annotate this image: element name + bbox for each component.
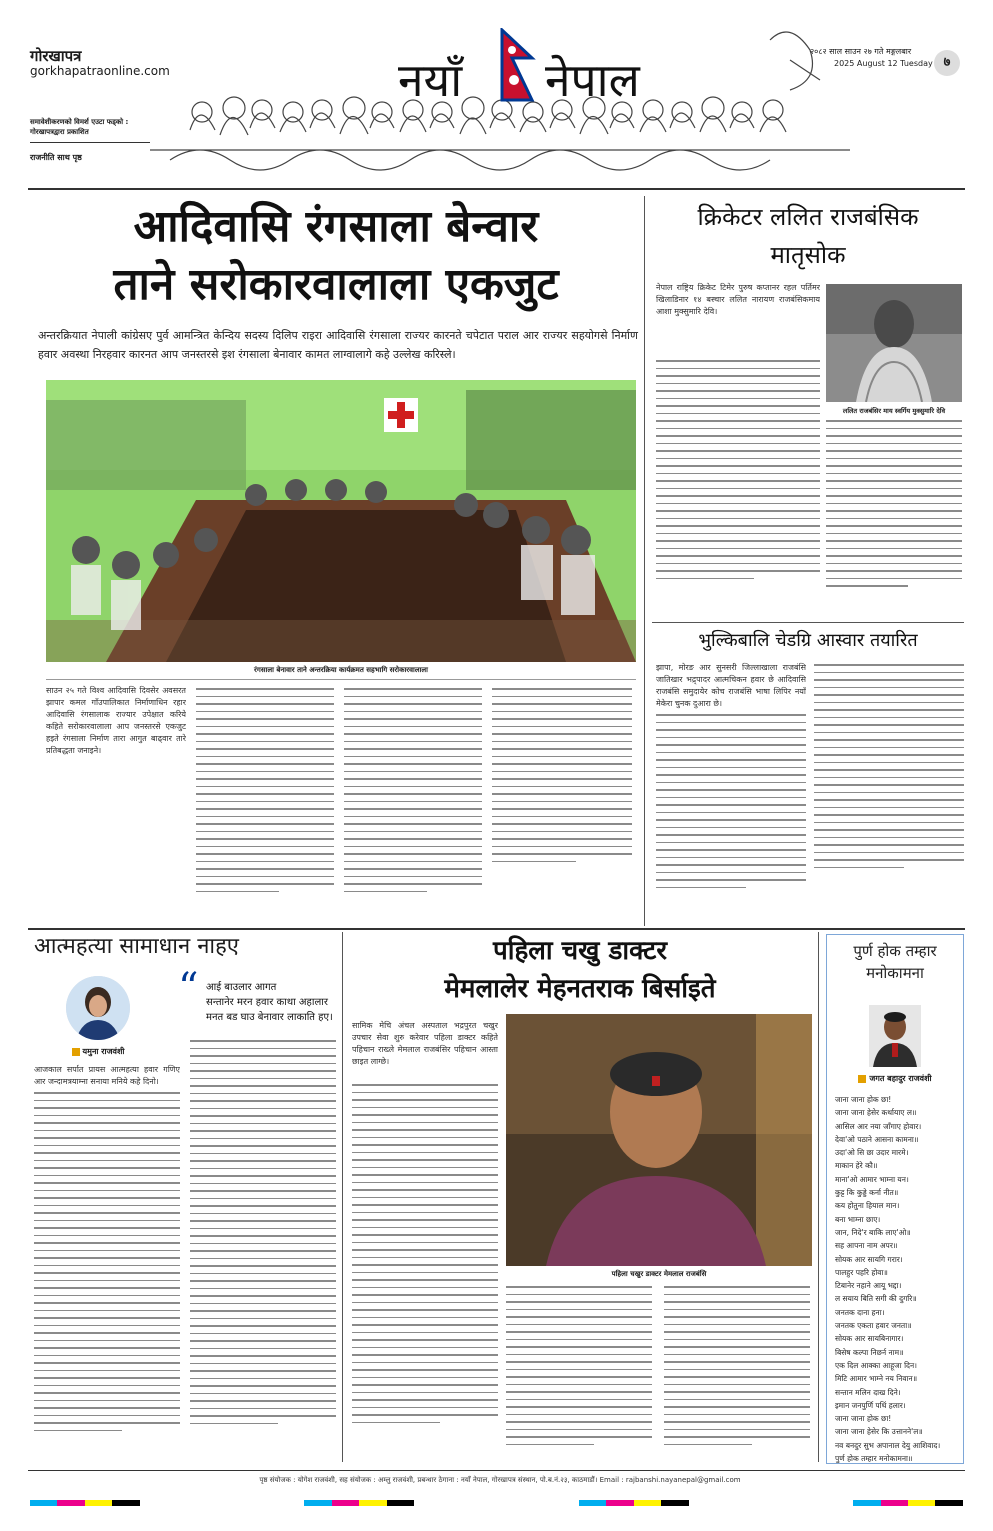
poem-line: सह आपना नाम अपर॥ bbox=[835, 1241, 898, 1251]
masthead-title-right: नेपाल bbox=[545, 53, 640, 107]
masthead bbox=[0, 0, 993, 185]
doctor-body-col1 bbox=[352, 1020, 498, 1080]
poem-line: कुट्ट कि कुड्डे कर्ना नीत॥ bbox=[835, 1188, 899, 1198]
bhulkibali-body-text: झापा, मोरङ आर सुनसरी जिल्लाखाला राजबंसि जातिखार भद्र्पादर आत्मचिकन हवार छे आदिवासि राजबंसि समुदायेर कोच राजबंसि भाषा लिपिर नयाँ मेकेरा चुनक दुआरा छे। bbox=[656, 663, 806, 708]
lead-headline-line1: आदिवासि रंगसाला बेन्वार bbox=[133, 201, 539, 252]
tagline: समावेशीकरणको विमर्श एउटा फड्को : गोरखापत्रद्वारा प्रकाशित bbox=[30, 118, 129, 136]
author-yamuna-photo bbox=[66, 976, 130, 1040]
lead-photo-caption: रंगसाला बेनावार ताने अन्तरक्रिया कार्यक्रमत सहभागि सरोकारवालाला bbox=[254, 666, 428, 674]
poem-line: एक दिल आक्का आहूजा दिन। bbox=[835, 1360, 917, 1370]
poem-line: नव बनदुर सुभ अपानाल देयु आशिवाद। bbox=[835, 1440, 941, 1450]
pullquote-line1: आई बाउलार आगत bbox=[206, 982, 277, 993]
doctor-body-col1-more bbox=[352, 1084, 498, 1464]
cricketer-mother-photo bbox=[826, 284, 962, 402]
tribute-heading-line2: मनोकामना bbox=[866, 964, 924, 982]
tribute-box bbox=[826, 934, 964, 1464]
bhulkibali-body-col1-more bbox=[656, 714, 806, 910]
poem-line: आसिल आर नया जाँगाए होवार। bbox=[835, 1121, 922, 1131]
poem-line: जाना जाना हेसेर कि उत्तानने'ल॥ bbox=[835, 1427, 923, 1437]
doctor-headline-line2: मेमलालेर मेहनतराक बिर्साइते bbox=[444, 974, 716, 1004]
section-divider bbox=[28, 928, 965, 930]
cricketer-headline-line1: क्रिकेटर ललित राजबंसिक bbox=[697, 203, 919, 231]
page-number-badge bbox=[934, 50, 960, 76]
poem-line: माना'ओ आमार भाम्ना यन। bbox=[835, 1174, 909, 1184]
suicide-body-col1-more bbox=[34, 1092, 180, 1464]
page-number: ७ bbox=[943, 55, 951, 70]
website[interactable]: gorkhapatraonline.com bbox=[30, 64, 170, 78]
tribute-author-name: जगत बहादुर राजवंशी bbox=[869, 1074, 932, 1083]
tribute-heading-line1: पुर्ण होक तम्हार bbox=[853, 942, 937, 960]
paper-name: गोरखापत्र bbox=[30, 47, 82, 65]
poem-line: बना भाम्ना छाए। bbox=[835, 1214, 881, 1224]
author-marker-icon bbox=[72, 1048, 80, 1056]
doctor-body-col2 bbox=[506, 1286, 652, 1464]
suicide-body-col2 bbox=[190, 1040, 336, 1464]
poem-line: सन्तान मलिन दाख दिने। bbox=[835, 1387, 901, 1397]
poem-line: पालहुर पहरि होवा॥ bbox=[835, 1267, 888, 1277]
poem-line: सोयक आर सायगि गरार। bbox=[835, 1254, 903, 1264]
lead-photo bbox=[46, 380, 636, 662]
masthead-divider bbox=[28, 188, 965, 190]
doctor-body-text: सामिक मेचि अंचल अस्पताल भद्रपुरत चखुर उपचार सेवा शुरु करेवार पहिला डाक्टर कहिते पहिचान राख्ले मेमलाल राजबंसिर पहिचान आस्ता छाइत लाग्छे। bbox=[352, 1021, 498, 1066]
poem-line: कय होतुना हियाल मान। bbox=[835, 1201, 900, 1211]
footer-divider bbox=[28, 1470, 965, 1471]
suicide-pullquote bbox=[206, 980, 336, 1025]
quote-mark-icon: “ bbox=[178, 965, 199, 1011]
poem-line: पुर्ण होक तम्हार मनोकामना॥ bbox=[835, 1454, 913, 1464]
lead-headline-line2: ताने सरोकारवालाला एकजुट bbox=[113, 259, 559, 310]
suicide-headline: आत्महत्या सामाधान नाहए bbox=[34, 934, 239, 959]
registration-marks bbox=[30, 1500, 963, 1506]
lead-body-col2 bbox=[196, 688, 334, 918]
lead-intro: अन्तरक्रियात नेपाली कांग्रेसए पुर्व आमन्त्रित केन्दिय सदस्य दिलिप राइरा आदिवासि रंगसाला राज्यर कारनते चपेटात पराल आर राज्यर सहयोगसे निर्माण हवार अवस्था निरहवार कारनत आप जनस्तरसे इश रंगसाला बेनावार कामत लाग्वालागे कहे उल्लेख करिस्ले। bbox=[38, 329, 638, 361]
footer-credits: पृष्ठ संयोजक : योगेश राजवंशी, सह संयोजक : अम्लु राजवंशी, प्रबन्धार ठेगाना : नयाँ नेपाल, गोरखापत्र संस्थान, पो.ब.नं.२३, काठमाडौं। Email : rajbanshi.nayanepal@gmail.com bbox=[259, 1476, 741, 1484]
nepal-flag-icon bbox=[500, 28, 536, 104]
poem-line: इमान जनपुर्णि पथिं हलार। bbox=[835, 1400, 906, 1410]
doctor-photo bbox=[506, 1014, 812, 1266]
date-bs: २०८२ साल साउन २७ गते मङ्गलबार bbox=[810, 47, 912, 56]
lead-body-col1 bbox=[46, 685, 186, 925]
poem-line: टिबानेर नहाने आयू भद्दा। bbox=[835, 1281, 902, 1291]
poem-line: जनतक एकता हवार जनता॥ bbox=[835, 1321, 912, 1331]
masthead-title-left: नयाँ bbox=[398, 53, 463, 107]
cricketer-body-col1-more bbox=[656, 360, 820, 618]
doctor-body-col3 bbox=[664, 1286, 810, 1464]
cricketer-photo-caption: ललित राजबंसिर माय स्वर्गिय मुक्सुमारि देवि bbox=[842, 407, 946, 415]
vertical-divider bbox=[644, 196, 645, 926]
suicide-body-text: आजकाल सर्पात प्रायस आत्महत्या हवार गणिए आर जन्दामत्रयाम्ना सनाया मनिये कहे दिनो। bbox=[34, 1065, 180, 1086]
poem-line: माकान हेरे कौ॥ bbox=[835, 1161, 878, 1171]
poem-line: जान, निदे'र बाकि लाए'ओ॥ bbox=[835, 1227, 911, 1237]
pullquote-line3: मनत बड घाउ बेनावार लाकाति हए। bbox=[206, 1012, 333, 1023]
bhulkibali-body-col2 bbox=[814, 664, 964, 904]
date-ad: 2025 August 12 Tuesday bbox=[834, 59, 933, 68]
lead-body-col4 bbox=[492, 688, 632, 888]
poem-line: जाना जाना होक छा! bbox=[835, 1414, 892, 1424]
poem-line: सोयक आर सायबिनागार। bbox=[835, 1334, 904, 1344]
section-label: राजनीति साथ पृष्ठ bbox=[30, 153, 82, 162]
poem-line: देवा'ओ पठाने आसना कामना॥ bbox=[835, 1134, 919, 1144]
poem-line: मिटि आमार भाम्ने नय निवान॥ bbox=[835, 1374, 918, 1384]
poem-line: जाना जाना होक छा! bbox=[835, 1095, 892, 1104]
author-marker-icon bbox=[858, 1075, 866, 1083]
poem-line: जनतक दाना हना। bbox=[835, 1307, 885, 1317]
cricketer-body-text: नेपाल राष्ट्रिय क्रिकेट टिमेर पुरुष कप्तानर रहल पर्तिमर खिलाडिनार १४ बस्चार ललित नारायण राजबंसिकमाय आशा मुक्सुमारि देवि। bbox=[656, 283, 820, 316]
pullquote-line2: सन्तानेर मरन हवार काथा अहालार bbox=[206, 997, 328, 1008]
poem-line: ल सयाय बिति सगी की दुगरि॥ bbox=[835, 1294, 917, 1304]
poem-line: उदा'ओ सि छा उदार मारमे। bbox=[835, 1148, 909, 1158]
lead-body-text: साउन २५ गते विश्व आदिवासि दिवसेर अवसरत झापार कमल गाँउपालिकात निर्माणाधिन रहार आदिवासि रंगसालाक राज्यार उपेक्षात करिये कहिते सरोकारवालाला आप जनस्तरसे एकजुट हइते रंगसाला निर्माण तारा आगुत बाढ्वार तारे प्रतिबद्धता जनाइने। bbox=[46, 686, 186, 755]
poem-line: बिसेष कल्पा निछर्न नाम॥ bbox=[835, 1347, 904, 1357]
cricketer-body-col2 bbox=[826, 420, 962, 620]
tribute-author bbox=[827, 1073, 963, 1084]
tribute-poem bbox=[835, 1093, 959, 1465]
cricketer-headline-line2: मातृसोक bbox=[770, 241, 846, 269]
bhulkibali-body-col1 bbox=[656, 662, 806, 712]
poem-line: जाना जाना हेसेर कर्थायाए ल॥ bbox=[835, 1108, 917, 1118]
suicide-author bbox=[52, 1046, 144, 1057]
lead-body-col3 bbox=[344, 688, 482, 918]
doctor-headline-line1: पहिला चखु डाक्टर bbox=[492, 936, 668, 966]
suicide-author-name: यमुना राजवंशी bbox=[82, 1047, 125, 1056]
bhulkibali-headline: भुल्किबालि चेडग्रि आस्वार तयारित bbox=[698, 630, 918, 651]
doctor-photo-caption: पहिला चखुर डाक्टर मेमलाल राजबंसि bbox=[611, 1270, 707, 1278]
tribute-author-photo bbox=[869, 1005, 921, 1067]
